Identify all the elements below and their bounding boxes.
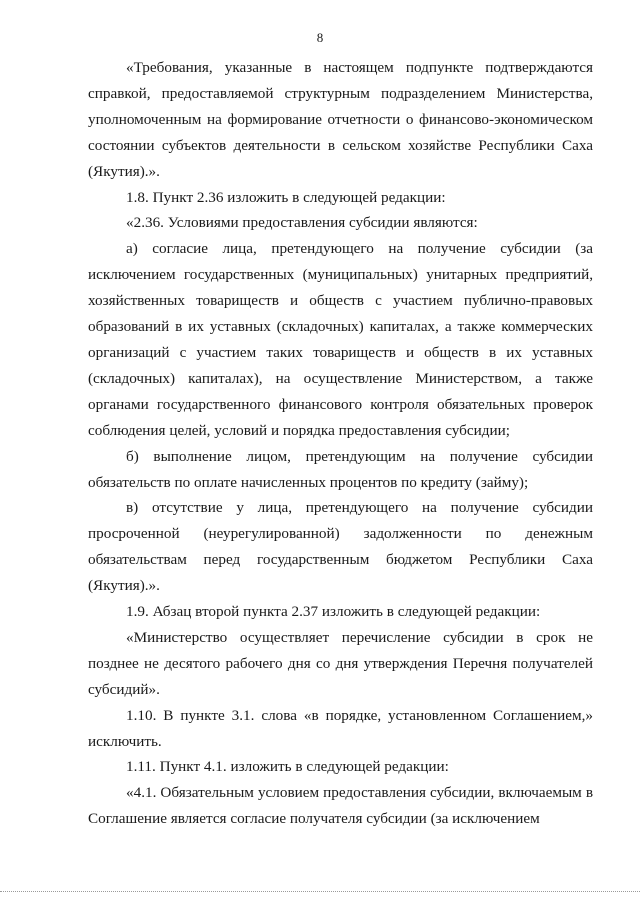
paragraph-requirements-quote: «Требования, указанные в настоящем подпункте подтверждаются справкой, предоставляемой структурным подразделением Министерства, уполномоченным на формирование отчетности о финансово-экономическом состоянии субъектов деятельности в сельском хозяйстве Республики Саха (Якутия).».	[88, 59, 593, 180]
paragraph-2-36-a: а) согласие лица, претендующего на получение субсидии (за исключением государственных (муниципальных) унитарных предприятий, хозяйственных товариществ и обществ с участием публично-правовых образований в их уставных (складочных) капиталах, а также коммерческих организаций с участием таких товариществ и обществ в их уставных (складочных) капиталах), на осуществление Министерством, а также органами государственного финансового контроля обязательных проверок соблюдения целей, условий и порядка предоставления субсидии;	[88, 240, 593, 439]
paragraph-2-36-v: в) отсутствие у лица, претендующего на получение субсидии просроченной (неурегулированной) задолженности по денежным обязательствам перед государственным бюджетом Республики Саха (Якутия).».	[88, 499, 593, 595]
paragraph-1-11: 1.11. Пункт 4.1. изложить в следующей редакции:	[126, 758, 449, 776]
paragraph-2-36-b: б) выполнение лицом, претендующим на получение субсидии обязательств по оплате начисленных процентов по кредиту (займу);	[88, 447, 593, 491]
paragraph-1-8: 1.8. Пункт 2.36 изложить в следующей редакции:	[126, 188, 446, 206]
paragraph-1-10: 1.10. В пункте 3.1. слова «в порядке, установленном Соглашением,» исключить.	[88, 706, 593, 750]
paragraph-4-1: «4.1. Обязательным условием предоставления субсидии, включаемым в Соглашение является согласие получателя субсидии (за исключением	[88, 784, 593, 828]
paragraph-2-36-intro: «2.36. Условиями предоставления субсидии являются:	[126, 214, 478, 232]
paragraph-2-37-text: «Министерство осуществляет перечисление субсидии в срок не позднее не десятого рабочего дня со дня утверждения Перечня получателей субсидий».	[88, 628, 593, 698]
paragraph-1-9: 1.9. Абзац второй пункта 2.37 изложить в следующей редакции:	[126, 603, 541, 621]
scan-edge-line	[0, 891, 640, 892]
document-body	[88, 55, 593, 832]
page-number: 8	[316, 30, 324, 45]
